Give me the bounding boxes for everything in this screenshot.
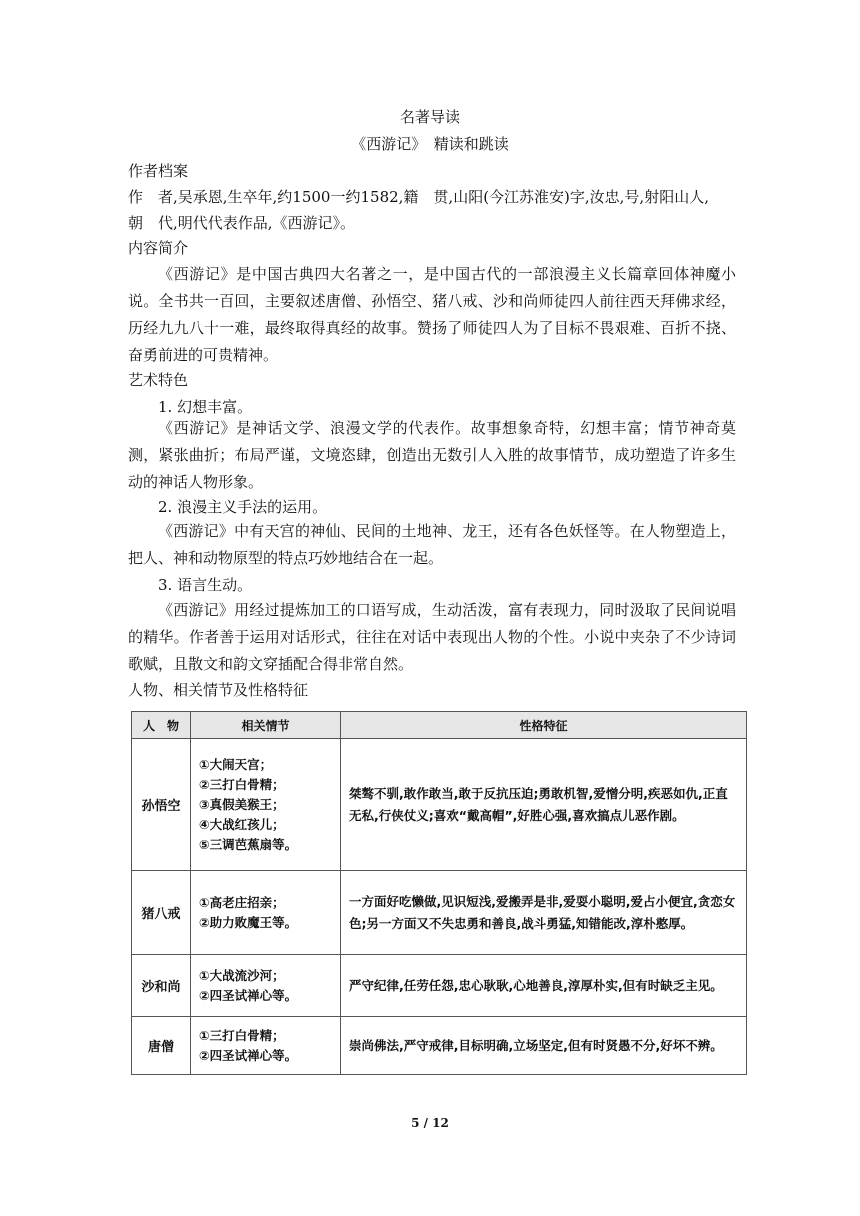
plot-item: ③真假美猴王；	[199, 796, 285, 812]
trait-text: 严守纪律,任劳任怨,忠心耿耿,心地善良,淳厚朴实,但有时缺乏主见。	[341, 955, 747, 1017]
plot-item: ④大战红孩儿；	[199, 816, 285, 832]
table-heading: 人物、相关情节及性格特征	[128, 681, 309, 699]
character-table	[131, 711, 747, 1075]
plot-item: ②助力败魔王等。	[199, 914, 298, 930]
author-heading: 作者档案	[128, 162, 189, 180]
plot-item: ①大闹天宫；	[199, 756, 273, 772]
art-item-1-text: 《西游记》是神话文学、浪漫文学的代表作。故事想象奇特，幻想丰富；情节神奇莫测，紧张曲折；布局严谨，文境恣肆，创造出无数引人入胜的故事情节，成功塑造了许多生动的神话人物形象。	[128, 419, 736, 491]
page-title: 名著导读	[399, 108, 460, 126]
art-item-2-text: 《西游记》中有天宫的神仙、民间的土地神、龙王，还有各色妖怪等。在人物塑造上，把人、神和动物原型的特点巧妙地结合在一起。	[128, 522, 736, 567]
plot-item: ②四圣试禅心等。	[199, 1047, 298, 1063]
plot-list	[191, 955, 341, 1017]
character-name: 猪八戒	[132, 871, 191, 955]
author-line-1: 作 者,吴承恩,生卒年,约1500一约1582,籍 贯,山阳(今江苏淮安)字,汝忠,号,射阳山人,	[128, 188, 709, 206]
art-heading: 艺术特色	[128, 371, 189, 389]
character-name: 孙悟空	[132, 739, 191, 871]
art-item-3-text: 《西游记》用经过提炼加工的口语写成，生动活泼，富有表现力，同时汲取了民间说唱的精华。作者善于运用对话形式，往往在对话中表现出人物的个性。小说中夹杂了不少诗词歌赋，且散文和韵文穿插配合得非常自然。	[128, 601, 736, 673]
table-row	[132, 955, 747, 1017]
plot-item: ⑤三调芭蕉扇等。	[199, 836, 298, 852]
character-name: 唐僧	[132, 1017, 191, 1075]
page-subtitle: 《西游记》 精读和跳读	[351, 135, 509, 153]
art-item-3-title: 3. 语言生动。	[158, 576, 253, 594]
trait-text: 桀骜不驯,敢作敢当,敢于反抗压迫;勇敢机智,爱憎分明,疾恶如仇,正直无私,行侠仗义;喜欢“戴高帽”,好胜心强,喜欢搞点儿恶作剧。	[341, 739, 747, 871]
header-traits: 性格特征	[341, 712, 747, 739]
art-item-2-title: 2. 浪漫主义手法的运用。	[158, 498, 328, 516]
page-number: 5 / 12	[411, 1116, 449, 1130]
table-header-row	[132, 712, 747, 739]
plot-list	[191, 871, 341, 955]
plot-item: ②四圣试禅心等。	[199, 987, 298, 1003]
table-row	[132, 1017, 747, 1075]
intro-paragraph: 《西游记》是中国古典四大名著之一，是中国古代的一部浪漫主义长篇章回体神魔小说。全书共一百回，主要叙述唐僧、孙悟空、猪八戒、沙和尚师徒四人前往西天拜佛求经，历经九九八十一难，最终取得真经的故事。赞扬了师徒四人为了目标不畏艰难、百折不挠、奋勇前进的可贵精神。	[128, 265, 736, 364]
table-row	[132, 739, 747, 871]
header-plots: 相关情节	[191, 712, 341, 739]
art-item-1-title: 1. 幻想丰富。	[158, 398, 253, 416]
header-character: 人 物	[132, 712, 191, 739]
intro-heading: 内容简介	[128, 239, 189, 257]
plot-item: ①大战流沙河；	[199, 967, 285, 983]
trait-text: 崇尚佛法,严守戒律,目标明确,立场坚定,但有时贤愚不分,好坏不辨。	[341, 1017, 747, 1075]
character-name: 沙和尚	[132, 955, 191, 1017]
table-row	[132, 871, 747, 955]
plot-item: ①高老庄招亲；	[199, 894, 285, 910]
plot-item: ②三打白骨精；	[199, 776, 285, 792]
plot-list	[191, 1017, 341, 1075]
trait-text: 一方面好吃懒做,见识短浅,爱搬弄是非,爱耍小聪明,爱占小便宜,贪恋女色;另一方面又不失忠勇和善良,战斗勇猛,知错能改,淳朴憨厚。	[341, 871, 747, 955]
author-line-2: 朝 代,明代代表作品,《西游记》。	[128, 214, 356, 232]
plot-list	[191, 739, 341, 871]
plot-item: ①三打白骨精；	[199, 1027, 285, 1043]
